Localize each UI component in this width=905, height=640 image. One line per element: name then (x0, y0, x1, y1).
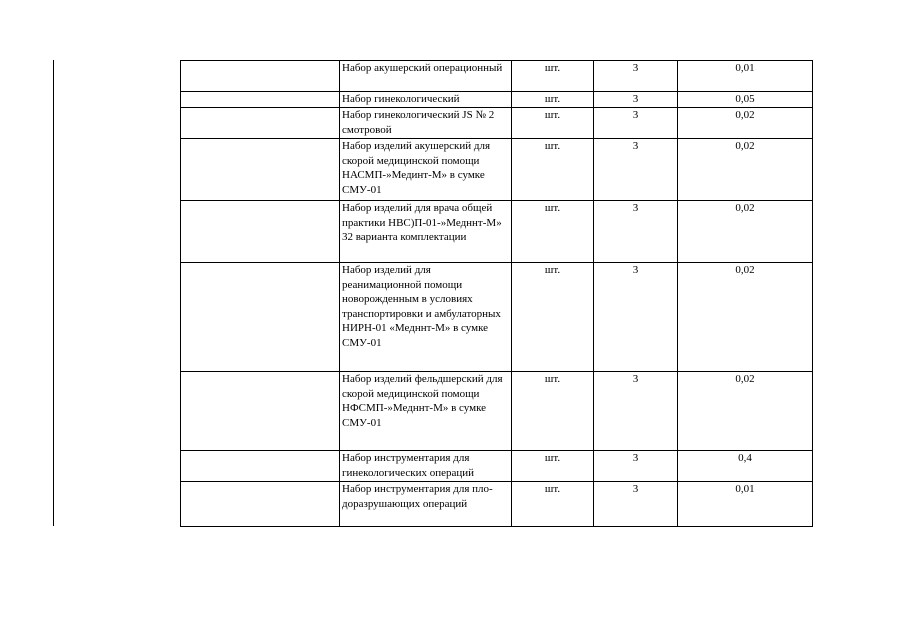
table-row (181, 482, 813, 527)
value-cell: 0,02 (678, 108, 813, 139)
empty-cell (181, 61, 340, 92)
unit-cell: шт. (512, 482, 594, 527)
table-row (181, 139, 813, 201)
value-cell: 0,02 (678, 372, 813, 451)
empty-cell (181, 108, 340, 139)
value-cell: 0,02 (678, 263, 813, 372)
unit-cell: шт. (512, 451, 594, 482)
value-cell: 0,01 (678, 482, 813, 527)
unit-cell: шт. (512, 139, 594, 201)
unit-cell: шт. (512, 92, 594, 108)
empty-cell (181, 92, 340, 108)
quantity-cell: 3 (594, 482, 678, 527)
equipment-table (180, 60, 813, 527)
item-name-cell: Набор гинекологический (340, 92, 512, 108)
item-name-cell: Набор инструментария для пло-доразрушающих операций (340, 482, 512, 527)
quantity-cell: 3 (594, 92, 678, 108)
empty-cell (181, 372, 340, 451)
item-name-cell: Набор изделий акушерский для скорой медицинской помощи НАСМП-»Мединт-М» в сумке СМУ-01 (340, 139, 512, 201)
value-cell: 0,02 (678, 201, 813, 263)
quantity-cell: 3 (594, 263, 678, 372)
empty-cell (181, 201, 340, 263)
quantity-cell: 3 (594, 108, 678, 139)
empty-cell (181, 263, 340, 372)
unit-cell: шт. (512, 108, 594, 139)
unit-cell: шт. (512, 372, 594, 451)
unit-cell: шт. (512, 263, 594, 372)
quantity-cell: 3 (594, 451, 678, 482)
item-name-cell: Набор изделий для реанимационной помощи новорожденным в условиях транспортировки и амбулаторных НИРН-01 «Медннт-М» в сумке СМУ-01 (340, 263, 512, 372)
item-name-cell: Набор акушерский операционный (340, 61, 512, 92)
value-cell: 0,4 (678, 451, 813, 482)
empty-cell (181, 451, 340, 482)
unit-cell: шт. (512, 201, 594, 263)
table-row (181, 451, 813, 482)
empty-cell (181, 139, 340, 201)
item-name-cell: Набор гинекологический JS № 2 смотровой (340, 108, 512, 139)
table-row (181, 92, 813, 108)
value-cell: 0,02 (678, 139, 813, 201)
table-row (181, 201, 813, 263)
table-row (181, 61, 813, 92)
table-row (181, 372, 813, 451)
empty-cell (181, 482, 340, 527)
item-name-cell: Набор изделий фельдшерский для скорой медицинской помощи НФСМП-»Медннт-М» в сумке СМУ-01 (340, 372, 512, 451)
item-name-cell: Набор изделий для врача общей практики НВС)П-01-»Медннт-М» 32 варианта комплектации (340, 201, 512, 263)
item-name-cell: Набор инструментария для гинекологических операций (340, 451, 512, 482)
value-cell: 0,05 (678, 92, 813, 108)
quantity-cell: 3 (594, 61, 678, 92)
quantity-cell: 3 (594, 139, 678, 201)
table-row (181, 108, 813, 139)
table-row (181, 263, 813, 372)
value-cell: 0,01 (678, 61, 813, 92)
unit-cell: шт. (512, 61, 594, 92)
left-margin-line (53, 60, 54, 526)
quantity-cell: 3 (594, 201, 678, 263)
quantity-cell: 3 (594, 372, 678, 451)
